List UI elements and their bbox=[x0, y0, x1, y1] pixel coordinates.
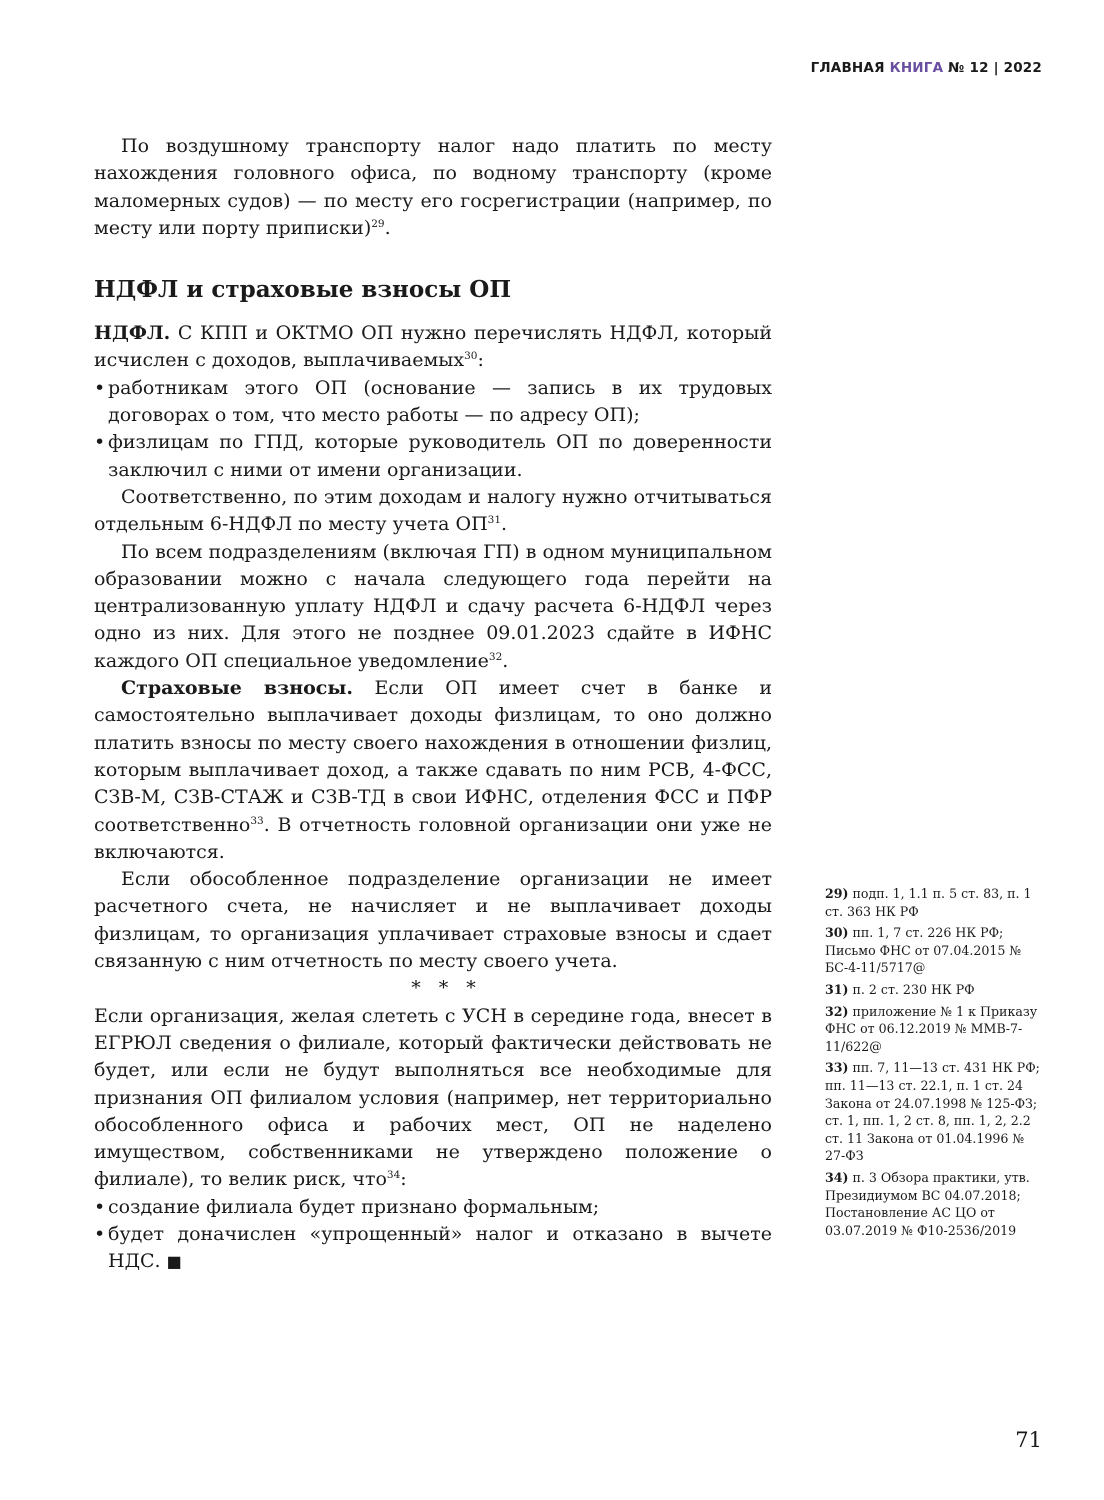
insurance-lead: Страховые взносы. bbox=[121, 677, 354, 700]
footnote-31: 31) п. 2 ст. 230 НК РФ bbox=[825, 981, 975, 997]
insurance-paragraph: Страховые взносы. Если ОП имеет счет в банке и самостоятельно выплачивает доходы физлицам, то оно должно платить взносы по месту своего нахождения в отношении физлиц, которым выплачивает доход, а также сдавать по ним РСВ, 4-ФСС, СЗВ-М, СЗВ-СТАЖ и СЗВ-ТД в свои ИФНС, отделения ФСС и ПФР соответственно$^{33}$. В отчетность головной организации они уже не включаются. bbox=[94, 677, 772, 863]
footnote-30: 30) пп. 1, 7 ст. 226 НК РФ; Письмо ФНС от 07.04.2015 № БС-4-11/5717@ bbox=[825, 925, 1022, 976]
main-text-column bbox=[94, 133, 772, 1276]
footnote-29: 29) подп. 1, 1.1 п. 5 ст. 83, п. 1 ст. 363 НК РФ bbox=[825, 886, 1032, 919]
footnote-ref-30[interactable]: 30 bbox=[464, 350, 478, 363]
ndfl-lead: НДФЛ. bbox=[94, 322, 171, 345]
journal-name: ГЛАВНАЯ bbox=[810, 60, 890, 76]
footnote-33: 33) пп. 7, 11—13 ст. 431 НК РФ; пп. 11—13 ст. 22.1, п. 1 ст. 24 Закона от 24.07.1998 № 125-ФЗ; ст. 1, пп. 1, 2 ст. 8, пп. 1, 2, 2.2 ст. 11 Закона от 01.04.1996 № 27-ФЗ bbox=[825, 1060, 1040, 1164]
ndfl-paragraph: НДФЛ. С КПП и ОКТМО ОП нужно перечислять НДФЛ, который исчислен с доходов, выплачиваемых$^{30}$: bbox=[94, 322, 772, 372]
list-item: • создание филиала будет признано формальным; bbox=[94, 1194, 772, 1221]
usn-paragraph: Если организация, желая слететь с УСН в середине года, внесет в ЕГРЮЛ сведения о филиале, который фактически действовать не будет, или если не будут выполняться все необходимые для признания ОП филиалом условия (например, нет территориально обособленного офиса и рабочих мест, ОП не наделено имуществом, собственниками не утверждено положение о филиале), то велик риск, что$^{34}$: bbox=[94, 1004, 772, 1191]
intro-paragraph: По воздушному транспорту налог надо платить по месту нахождения головного офиса, по водному транспорту (кроме маломерных судов) — по месту его госрегистрации (например, по месту или порту приписки)$^{29}$. bbox=[94, 135, 772, 239]
ndfl-bullet-list bbox=[94, 375, 772, 484]
footnote-32: 32) приложение № 1 к Приказу ФНС от 06.12.2019 № ММВ-7-11/622@ bbox=[825, 1003, 1038, 1054]
footnote-34: 34) п. 3 Обзора практики, утв. Президиумом ВС 04.07.2018; Постановление АС ЦО от 03.07.2019 № Ф10-2536/2019 bbox=[825, 1169, 1030, 1238]
footnote-ref-29[interactable]: 29 bbox=[371, 217, 385, 230]
running-header bbox=[811, 60, 1042, 76]
footnote-ref-32[interactable]: 32 bbox=[488, 650, 503, 663]
journal-name-accent: КНИГА bbox=[889, 60, 944, 76]
section-title: НДФЛ и страховые взносы ОП bbox=[94, 276, 512, 304]
list-item: • физлицам по ГПД, которые руководитель ОП по доверенности заключил с ними от имени организации. bbox=[94, 429, 772, 484]
footnote-ref-31[interactable]: 31 bbox=[487, 514, 502, 527]
separator-asterisks: * * * bbox=[411, 977, 482, 1000]
footnote-ref-34[interactable]: 34 bbox=[386, 1169, 401, 1182]
risk-bullet-list bbox=[94, 1194, 772, 1276]
end-of-article-mark: ■ bbox=[166, 1252, 182, 1272]
footnotes-column bbox=[825, 885, 1043, 1243]
centralized-paragraph: По всем подразделениям (включая ГП) в одном муниципальном образовании можно с начала следующего года перейти на централизованную уплату НДФЛ и сдачу расчета 6-НДФЛ через одно из них. Для этого не позднее 09.01.2023 сдайте в ИФНС каждого ОП специальное уведомление$^{32}$. bbox=[94, 540, 772, 672]
list-item: • работникам этого ОП (основание — запись в их трудовых договорах о том, что место работы — по адресу ОП); bbox=[94, 375, 772, 430]
issue-info: № 12 | 2022 bbox=[943, 60, 1042, 76]
report-paragraph: Соответственно, по этим доходам и налогу нужно отчитываться отдельным 6-НДФЛ по месту учета ОП$^{31}$. bbox=[94, 485, 772, 536]
footnote-ref-33[interactable]: 33 bbox=[250, 814, 264, 827]
no-account-paragraph: Если обособленное подразделение организации не имеет расчетного счета, не начисляет и не выплачивает доходы физлицам, то организация уплачивает страховые взносы и сдает связанную с ним отчетность по месту своего учета. bbox=[94, 868, 772, 973]
list-item: • будет доначислен «упрощенный» налог и отказано в вычете НДС. ■ bbox=[94, 1221, 772, 1276]
page-number: 71 bbox=[1015, 1428, 1042, 1452]
